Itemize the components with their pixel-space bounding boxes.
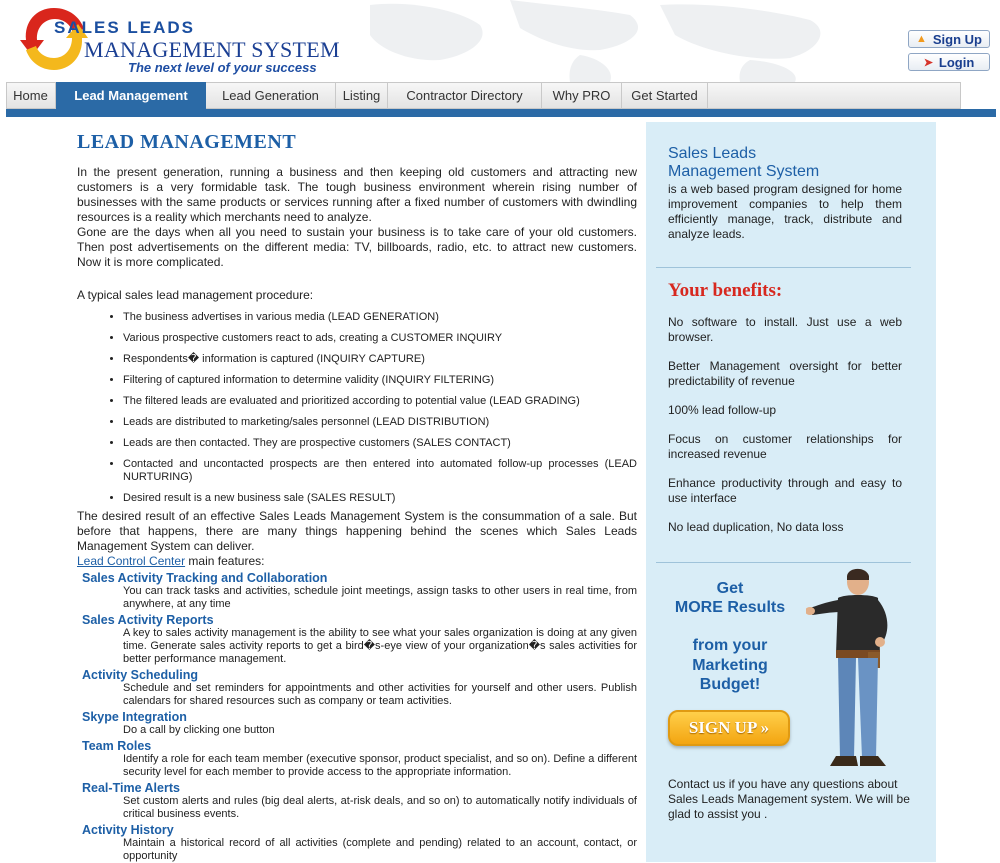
nav-lead-management[interactable]: Lead Management — [56, 82, 206, 117]
nav-home[interactable]: Home — [6, 82, 56, 109]
login-label: Login — [938, 54, 975, 70]
contact-text: Contact us if you have any questions about Sales Leads Management system. We will be glad to assist you . — [668, 777, 910, 821]
header-login-button[interactable] — [908, 53, 990, 71]
feature-title: Team Roles — [82, 739, 152, 753]
promo-subheading — [646, 636, 814, 695]
divider — [656, 267, 911, 268]
nav-get-started[interactable]: Get Started — [622, 82, 708, 109]
lead-control-center-link[interactable]: Lead Control Center — [77, 554, 186, 568]
benefit-item: No lead duplication, No data loss — [668, 520, 844, 534]
list-item: • Filtering of captured information to determine validity (INQUIRY FILTERING) — [123, 370, 637, 391]
procedure-list — [77, 307, 637, 509]
promo-line-4: Marketing — [692, 656, 768, 674]
promo-line-2: MORE Results — [674, 599, 786, 616]
sidebar-description: is a web based program designed for home improvement companies to help them efficiently manage, track, distribute and analyze leads. — [668, 182, 902, 241]
feature-description: Set custom alerts and rules (big deal alerts, at-risk deals, and so on) to automatically notify individuals of critical business events. — [123, 795, 637, 820]
benefit-item: Better Management oversight for better predictability of revenue — [668, 359, 902, 388]
benefit-item: 100% lead follow-up — [668, 403, 777, 417]
promo-line-5: Budget! — [699, 676, 761, 693]
feature-description: Identify a role for each team member (executive sponsor, product specialist, and so on). Define a different security level for each member to provide access to the appropriate information. — [123, 753, 637, 778]
nav-lead-generation[interactable]: Lead Generation — [206, 82, 336, 109]
page-title: LEAD MANAGEMENT — [77, 131, 297, 153]
world-map-background — [330, 0, 890, 82]
worker-pointing-illustration — [806, 562, 906, 772]
benefits-heading: Your benefits: — [668, 280, 783, 301]
promo-heading — [646, 579, 814, 617]
lcc-suffix: main features: — [185, 554, 265, 568]
header-signup-button[interactable] — [908, 30, 990, 48]
intro-paragraph-1: In the present generation, running a business and then keeping old customers and attracting new customers is a very formidable task. The tough business environment wherein rising number of businesses with the same products or services running after a fixed number of customers with dwindling resources is a reality which merchants need to analyze. — [77, 165, 637, 224]
list-item: • Desired result is a new business sale (SALES RESULT) — [123, 488, 637, 509]
signup-label: Sign Up — [932, 31, 982, 47]
main-content — [77, 122, 637, 863]
promo-line-1: Get — [716, 580, 744, 597]
list-item: • The business advertises in various media (LEAD GENERATION) — [123, 307, 637, 328]
feature-description: Maintain a historical record of all activities (complete and pending) related to an account, contact, or opportunity — [123, 837, 637, 862]
feature-description: A key to sales activity management is the ability to see what your sales organization is doing at any given time. Generate sales activity reports to get a bird�s-eye view of your organization�s sales activities for better performance management. — [123, 627, 637, 665]
list-item: • Contacted and uncontacted prospects are then entered into automated follow-up processes (LEAD NURTURING) — [123, 454, 637, 488]
site-logo[interactable] — [20, 2, 340, 80]
nav-listing[interactable]: Listing — [336, 82, 388, 109]
logo-tagline: The next level of your success — [128, 60, 317, 75]
feature-description: Do a call by clicking one button — [123, 724, 275, 736]
list-item: • The filtered leads are evaluated and prioritized according to potential value (LEAD GRADING) — [123, 391, 637, 412]
sidebar-title-line-2: Management System — [668, 163, 820, 180]
up-arrow-icon: ▲ — [916, 33, 927, 45]
site-header — [0, 0, 1000, 82]
benefits-list — [668, 315, 902, 549]
promo-signup-button[interactable]: SIGN UP » — [668, 710, 790, 746]
benefit-item: Enhance productivity through and easy to use interface — [668, 476, 902, 505]
promo-line-3: from your — [692, 637, 768, 654]
logo-line-2: MANAGEMENT SYSTEM — [84, 37, 340, 62]
feature-description: Schedule and set reminders for appointments and other activities for yourself and other users. Publish calendars for shared resources such as company or team activities. — [123, 682, 637, 707]
logo-line-1: SALES LEADS — [54, 18, 196, 37]
intro-paragraph-2: Gone are the days when all you need to sustain your business is to take care of your old customers. Then post advertisements on the different media: TV, billboards, radio, etc. to attract new customers. Now it is more complicated. — [77, 225, 637, 269]
list-item: • Leads are distributed to marketing/sales personnel (LEAD DISTRIBUTION) — [123, 412, 637, 433]
list-item: • Leads are then contacted. They are prospective customers (SALES CONTACT) — [123, 433, 637, 454]
feature-title: Real-Time Alerts — [82, 781, 180, 795]
main-navigation — [6, 82, 996, 118]
feature-list — [82, 571, 637, 863]
procedure-heading: A typical sales lead management procedure: — [77, 288, 314, 302]
right-arrow-icon: ➤ — [923, 56, 933, 69]
list-item: • Various prospective customers react to ads, creating a CUSTOMER INQUIRY — [123, 328, 637, 349]
feature-title: Sales Activity Reports — [82, 613, 214, 627]
benefit-item: No software to install. Just use a web browser. — [668, 315, 902, 344]
benefit-item: Focus on customer relationships for increased revenue — [668, 432, 902, 461]
lcc-intro — [77, 554, 637, 569]
sidebar — [646, 122, 936, 862]
feature-description: You can track tasks and activities, schedule joint meetings, assign tasks to other users in real time, from anywhere, at any time — [123, 585, 637, 610]
nav-contractor-directory[interactable]: Contractor Directory — [388, 82, 542, 109]
sidebar-title — [668, 145, 868, 181]
list-item: • Respondents� information is captured (INQUIRY CAPTURE) — [123, 349, 637, 370]
closing-paragraph: The desired result of an effective Sales Leads Management System is the consummation of a sale. But before that happens, there are many things happening behind the scenes which Sales Leads Management System can deliver. — [77, 509, 637, 553]
feature-title: Skype Integration — [82, 710, 187, 724]
nav-why-pro[interactable]: Why PRO — [542, 82, 622, 109]
feature-title: Activity History — [82, 823, 174, 837]
feature-title: Activity Scheduling — [82, 668, 198, 682]
sidebar-title-line-1: Sales Leads — [668, 145, 757, 162]
feature-title: Sales Activity Tracking and Collaboration — [82, 571, 328, 585]
